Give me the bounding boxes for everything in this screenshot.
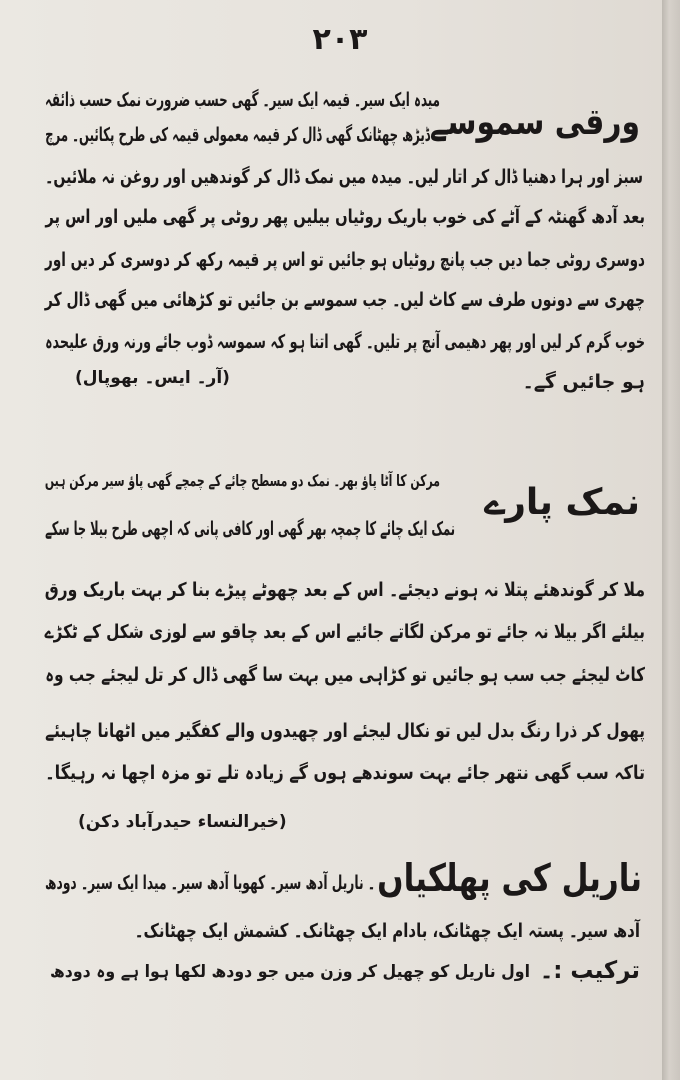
recipe-line: تاکہ سب گھی نتھر جائے بہت سوندھے ہوں گے زیادہ تلے تو مزہ اچھا نہ رہیگا۔ [45,762,646,784]
recipe-line: ڈیڑھ چھٹانک گھی ڈال کر قیمہ معمولی قیمہ کی طرح پکائیں۔ مرچ [45,124,430,146]
recipe-line: بیلئے اگر بیلا نہ جائے تو مرکن لگاتے جائیے اس کے بعد چاقو سے لوزی شکل کے ٹکڑے [44,621,645,643]
recipe-attribution: (خیرالنساء حیدرآباد دکن) [78,812,287,832]
recipe-line: ملا کر گوندھئے پتلا نہ ہونے دیجئے۔ اس کے بعد چھوٹے پیڑے بنا کر بہت باریک ورق [44,579,645,601]
page-edge-shadow [662,0,680,1080]
recipe-title-namak-pare: نمک پارے [484,482,640,523]
recipe-attribution: (آر۔ ایس۔ بھوپال) [75,368,230,388]
recipe-title-warqi-samose: ورقی سموسے [429,102,640,143]
recipe-line: دوسری روٹی جما دیں جب پانچ روٹیاں ہو جائیں تو اس پر قیمہ رکھ کر دوسری کر دیں اور [45,249,645,271]
recipe-line: مرکن کا آٹا پاؤ بھر۔ نمک دو مسطح چائے کے چمچے گھی پاؤ سیر مرکن ہیں [44,471,441,490]
recipe-line: بعد آدھ گھنٹہ کے آٹے کی خوب باریک روٹیاں بیلیں پھر روٹی پر گھی ملیں اور اس پر [45,206,646,228]
recipe-line: میدہ ایک سیر۔ قیمہ ایک سیر۔ گھی حسب ضرورت نمک حسب ذائقہ [44,89,440,111]
recipe-line: ۔ ناریل آدھ سیر۔ کھویا آدھ سیر۔ میدا ایک سیر۔ دودھ [45,872,375,894]
recipe-line: اول ناریل کو چھیل کر وزن میں جو دودھ لکھا ہوا ہے وہ دودھ [49,962,531,982]
recipe-line: خوب گرم کر لیں اور پھر دھیمی آنچ پر تلیں۔ گھی اتنا ہو کہ سموسہ ڈوب جائے ورنہ ورق علیحدہ [45,331,646,353]
recipe-line: چھری سے دونوں طرف سے کاٹ لیں۔ جب سموسے بن جائیں تو کڑھائی میں گھی ڈال کر [44,289,645,311]
recipe-line: کاٹ لیجئے جب سب ہو جائیں تو کڑاہی میں بہت سا گھی ڈال کر تل لیجئے جب وہ [45,664,646,686]
recipe-title-nariyal-ki-phulkiyan: ناریل کی پھلکیاں [377,856,642,900]
method-label: ترکیب :۔ [539,956,640,984]
recipe-line: نمک ایک چائے کا چمچہ بھر گھی اور کافی پانی کہ اچھی طرح بیلا جا سکے [45,518,456,540]
recipe-line: سبز اور ہرا دھنیا ڈال کر اتار لیں۔ میدہ میں نمک ڈال کر گوندھیں اور روغن نہ ملائیں۔ [45,166,643,188]
recipe-line: ہو جائیں گے۔ [522,371,645,393]
recipe-line: آدھ سیر۔ پستہ ایک چھٹانک، بادام ایک چھٹانک۔ کشمش ایک چھٹانک۔ [134,920,640,942]
page-number: ۲۰۳ [312,22,368,57]
recipe-line: پھول کر ذرا رنگ بدل لیں تو نکال لیجئے اور چھیدوں والے کفگیر میں اٹھانا چاہیئے [45,720,645,742]
